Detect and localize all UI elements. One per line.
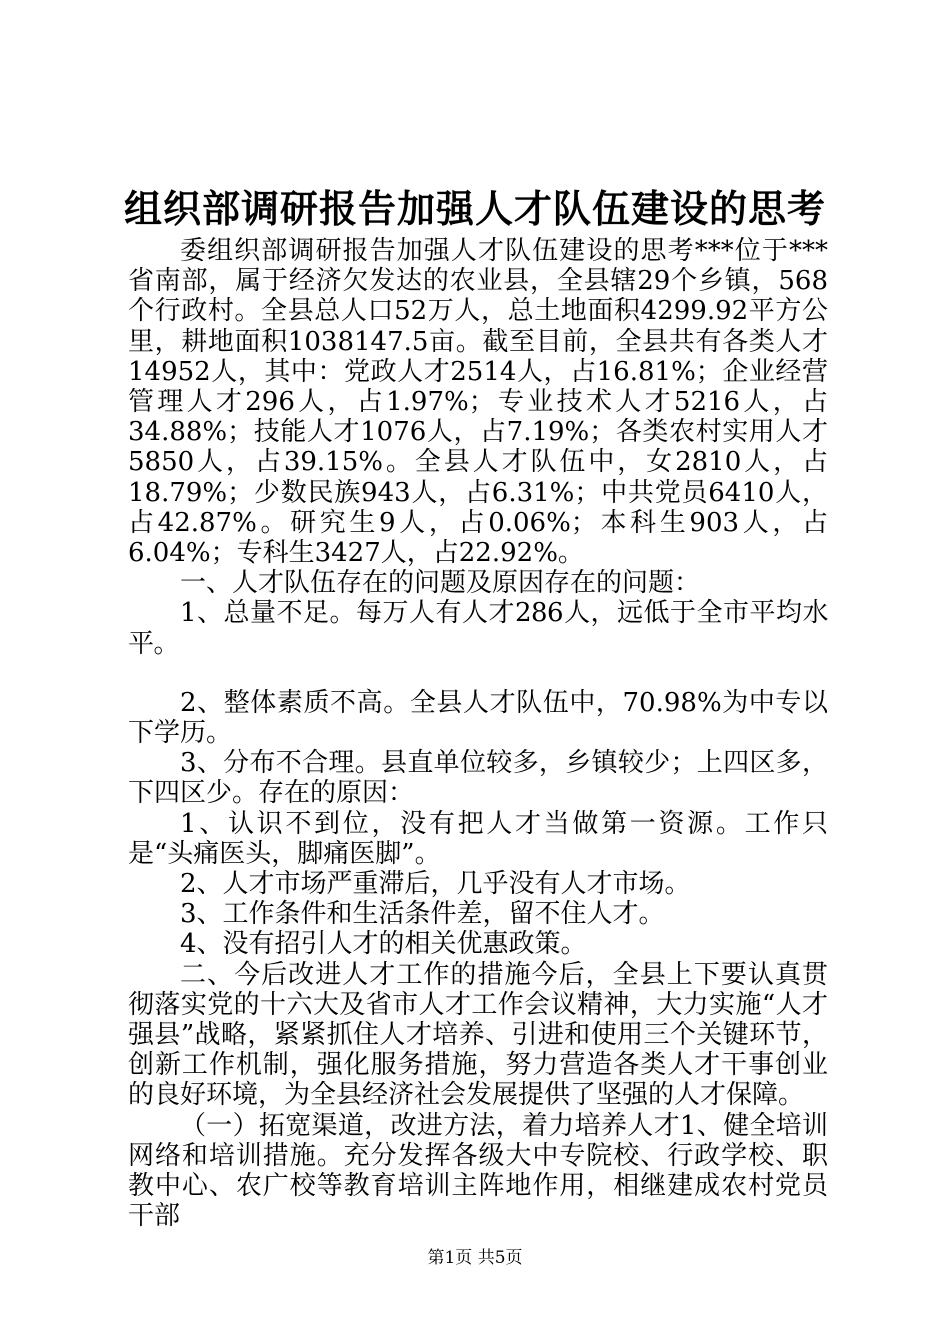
paragraph-problem-3: 3、分布不合理。县直单位较多，乡镇较少；上四区多，下四区少。存在的原因： [128,748,828,809]
paragraph-cause-2: 2、人才市场严重滞后，几乎没有人才市场。 [180,869,691,900]
paragraph-section-1-heading: 一、人才队伍存在的问题及原因存在的问题： [180,568,701,599]
page-title: 组织部调研报告加强人才队伍建设的思考 [123,186,826,231]
paragraph-subsection-1: （一）拓宽渠道，改进方法，着力培养人才1、健全培训网络和培训措施。充分发挥各级大中专院校、行政学校、职教中心、农广校等教育培训主阵地作用，相继建成农村党员干部 [128,1110,828,1232]
paragraph-problem-1: 1、总量不足。每万人有人才286人，远低于全市平均水平。 [128,598,828,659]
document-body [128,236,828,1232]
paragraph-cause-3: 3、工作条件和生活条件差，留不住人才。 [180,899,665,930]
paragraph-cause-4: 4、没有招引人才的相关优惠政策。 [180,929,587,960]
paragraph-problem-2: 2、整体素质不高。全县人才队伍中，70.98%为中专以下学历。 [128,687,828,749]
paragraph-intro: 委组织部调研报告加强人才队伍建设的思考***位于***省南部，属于经济欠发达的农业县，全县辖29个乡镇，568个行政村。全县总人口52万人，总土地面积4299.92平方公里，耕地面积1038147.5亩。截至目前，全县共有各类人才14952人，其中：党政人才2514人，占16.81%；企业经营管理人才296人，占1.97%；专业技术人才5216人，占34.88%；技能人才1076人，占7.19%；各类农村实用人才5850人，占39.15%。全县人才队伍中，女2810人，占18.79%；少数民族943人，占6.31%；中共党员6410人，占42.87%。研究生9人，占0.06%；本科生903人，占6.04%；专科生3427人，占22.92%。 [128,236,828,569]
page-number-footer: 第1页 共5页 [427,1248,523,1268]
paragraph-section-2: 二、今后改进人才工作的措施今后，全县上下要认真贯彻落实党的十六大及省市人才工作会议精神，大力实施“人才强县”战略，紧紧抓住人才培养、引进和使用三个关键环节，创新工作机制，强化服务措施，努力营造各类人才干事创业的良好环境，为全县经济社会发展提供了坚强的人才保障。 [128,959,828,1111]
paragraph-cause-1: 1、认识不到位，没有把人才当做第一资源。工作只是“头痛医头，脚痛医脚”。 [128,808,828,869]
